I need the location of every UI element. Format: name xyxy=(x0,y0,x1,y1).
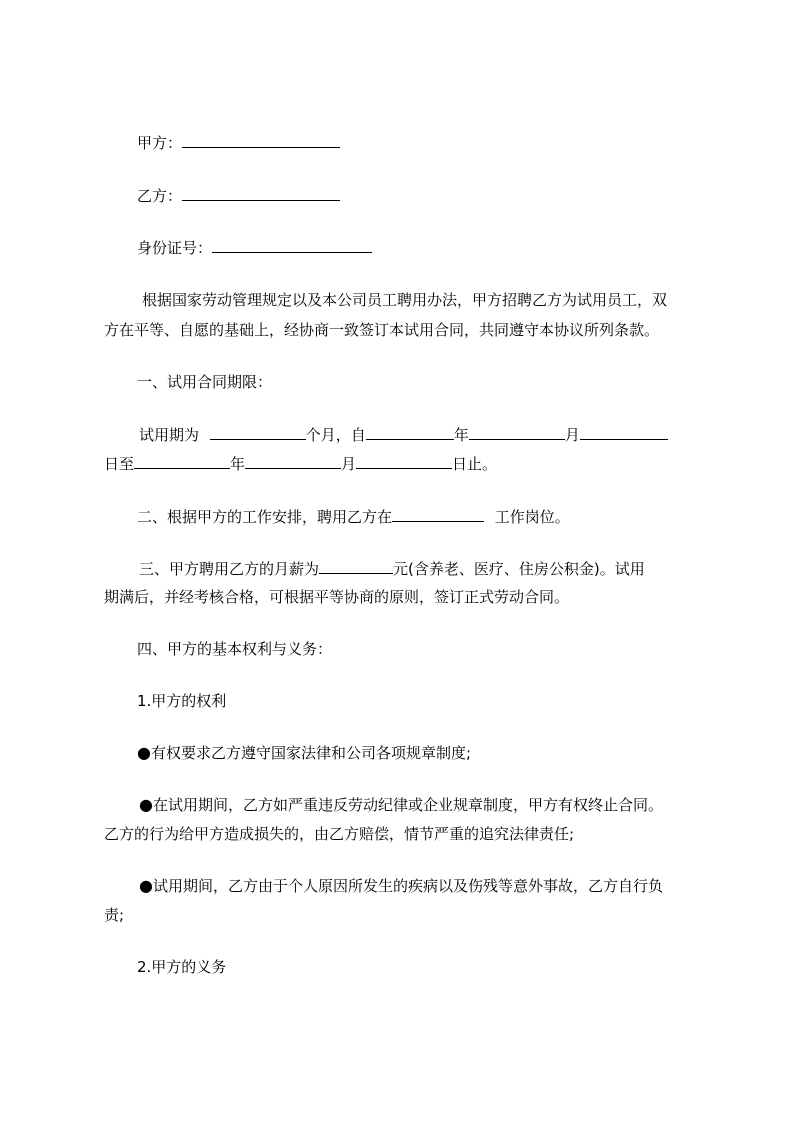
section3-suffix: 元(含养老、医疗、住房公积金)。试用 xyxy=(393,560,645,578)
day-end-text: 日止。 xyxy=(452,455,498,473)
month2-text: 月 xyxy=(341,455,357,473)
section2-suffix: 工作岗位。 xyxy=(494,508,570,526)
right-item-1 xyxy=(137,743,471,763)
right-3-text-line-1: 试用期间，乙方由于个人原因所发生的疾病以及伤残等意外事故，乙方自行负 xyxy=(152,877,663,895)
section1-line-2 xyxy=(104,453,497,474)
party-b-line xyxy=(137,185,340,206)
months-text: 个月，自 xyxy=(305,426,366,444)
end-day-blank xyxy=(356,453,452,469)
party-a-blank xyxy=(182,132,340,148)
salary-blank xyxy=(319,558,393,574)
start-month-blank xyxy=(469,424,565,440)
intro-line-1: 根据国家劳动管理规定以及本公司员工聘用办法，甲方招聘乙方为试用员工，双 xyxy=(142,291,668,309)
end-year-blank xyxy=(134,453,230,469)
section3-prefix: 三、甲方聘用乙方的月薪为 xyxy=(139,560,320,578)
party-a-label: 甲方： xyxy=(137,134,183,152)
section2-prefix: 二、根据甲方的工作安排，聘用乙方在 xyxy=(137,508,393,526)
year-text: 年 xyxy=(453,426,469,444)
section1-line-1 xyxy=(139,424,668,445)
section4-heading: 四、甲方的基本权利与义务： xyxy=(137,640,333,658)
right-3-text-line-2: 责; xyxy=(104,906,125,924)
year2-text: 年 xyxy=(230,455,246,473)
duties-title: 2.甲方的义务 xyxy=(137,958,227,976)
month-text: 月 xyxy=(564,426,580,444)
end-month-blank xyxy=(245,453,341,469)
party-b-label: 乙方： xyxy=(137,187,183,205)
position-blank xyxy=(392,506,484,522)
right-item-3 xyxy=(139,876,663,896)
start-year-blank xyxy=(366,424,454,440)
id-number-label: 身份证号： xyxy=(137,239,213,257)
intro-line-2: 方在平等、自愿的基础上，经协商一致签订本试用合同，共同遵守本协议所列条款。 xyxy=(104,321,660,339)
start-day-blank xyxy=(580,424,668,440)
id-number-blank xyxy=(212,237,372,253)
id-number-line xyxy=(137,237,372,258)
party-a-line xyxy=(137,132,340,153)
section1-heading: 一、试用合同期限： xyxy=(137,373,273,391)
probation-prefix: 试用期为 xyxy=(139,426,200,444)
bullet-icon: ● xyxy=(139,876,153,895)
section2-line xyxy=(137,506,570,527)
bullet-icon: ● xyxy=(137,743,151,762)
section3-line-1 xyxy=(139,558,645,579)
bullet-icon: ● xyxy=(139,795,153,814)
right-2-text-line-1: 在试用期间，乙方如严重违反劳动纪律或企业规章制度，甲方有权终止合同。 xyxy=(152,796,663,814)
right-item-2 xyxy=(139,795,663,815)
section3-line-2: 期满后，并经考核合格，可根据平等协商的原则，签订正式劳动合同。 xyxy=(104,588,570,606)
party-b-blank xyxy=(182,185,340,201)
day-to-text: 日至 xyxy=(104,455,135,473)
rights-title: 1.甲方的权利 xyxy=(137,692,227,710)
right-1-text: 有权要求乙方遵守国家法律和公司各项规章制度; xyxy=(150,744,472,762)
right-2-text-line-2: 乙方的行为给甲方造成损失的，由乙方赔偿，情节严重的追究法律责任; xyxy=(104,825,575,843)
months-blank xyxy=(210,424,306,440)
